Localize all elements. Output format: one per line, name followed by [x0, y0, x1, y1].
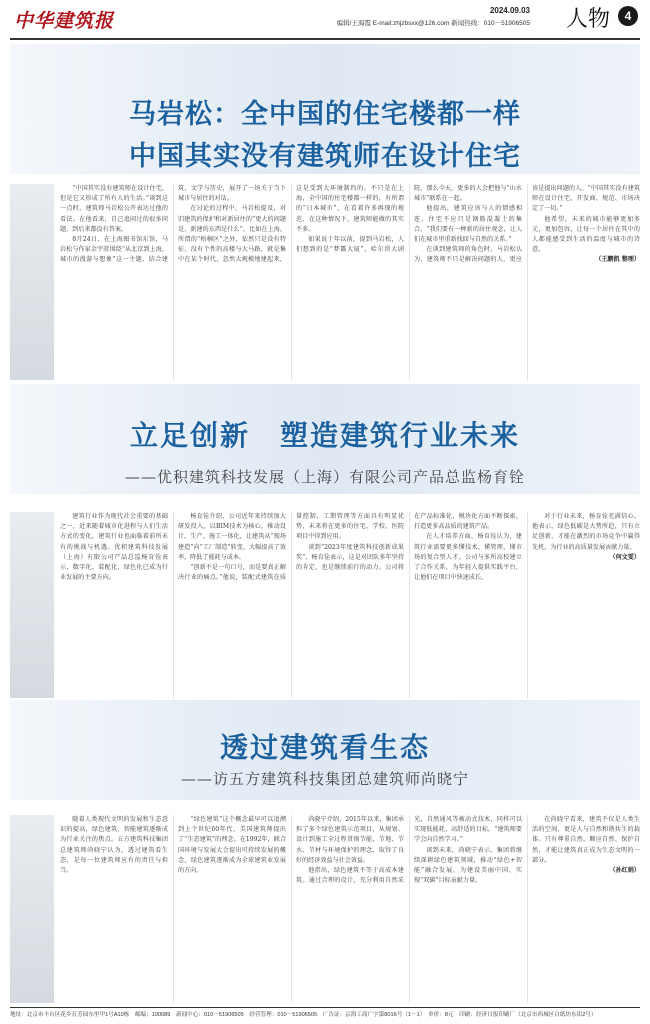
- paragraph: 如果说十年以前，提到马岩松，人们想到的是“梦露大厦”、哈尔滨大剧院，那么今天，更多的人会把他与“山水城市”联系在一起。: [296, 185, 522, 254]
- paragraph: 在讨论的过程中，马岩松提及，对旧建筑的保护和对新居住的“更大的问题是，新建的东西是什么”。比如在上海，所谓的“梧桐区”之外，依然只是没有特征、没有个性的高楼与大马路，就是集中在某个时代，忽然大规模地建起来，这是受到大环境制约的。不只是在上海，全中国的住宅楼都一样的，有所谓的“日本城市”，在看着许多再现的规范、在这种情况下，建筑师能做的其实不多。: [178, 185, 404, 264]
- paragraph: 在尚晓宁看来，建筑不仅是人类生活的空间，更是人与自然和谐共生的载体。只有尊重自然、顺应自然、保护自然，才能让建筑真正成为生态文明的一部分。: [532, 816, 640, 864]
- paragraph: “绿色建筑”这个概念最早可以追溯到上个世纪60年代，美国建筑师提出了“生态建筑”的理念。在1992年，联合国环境与发展大会提出可持续发展的概念，绿色建筑逐渐成为全球建筑业发展的方向。: [178, 816, 286, 875]
- article3-subtitle: ——访五方建筑科技集团总建筑师尚晓宁: [180, 770, 469, 788]
- paragraph: 建筑行业作为现代社会重要的基础之一，近来随着城市化进程与人们生活方式的变化，建筑行业也面临着前所未有的挑战与机遇。优积建筑科技发展（上海）有限公司产品总监杨育铨表示，数字化、装配化、绿色化已成为行业发展的主要方向。: [60, 513, 168, 582]
- article3-headline: 透过建筑看生态: [219, 731, 430, 764]
- newspaper-logo: 中华建筑报: [14, 10, 115, 32]
- footer-imprint: 地址：北京市丰台区花乡育芳园东里甲1号A10栋 邮编：100089 新闻中心：010－51906505 经营管理：010－51906505 广告证：京海工商广字第8016号（1－1） 单价：8元 印刷：经济日报印刷厂（北京市西城区白纸坊东街2号）: [10, 1012, 597, 1018]
- paragraph: “创新不是一句口号，而是要真正解决行业的痛点。”他说，装配式建筑在质量控制、工期管理等方面具有明显优势，未来将在更多的住宅、学校、医院项目中得到应用。: [178, 513, 404, 582]
- article1-side-image: [10, 184, 54, 380]
- article2-byline: （何文雯）: [609, 553, 640, 561]
- article2-subtitle: ——优积建筑科技发展（上海）有限公司产品总监杨育铨: [124, 468, 525, 486]
- article2-body: [60, 512, 640, 698]
- article2-headline: 立足创新 塑造建筑行业未来: [129, 419, 520, 452]
- editor-contact: 编辑/王海霞 E-mail:zhjzbsxx@126.com 新闻热线：010－51906505: [336, 20, 530, 27]
- article1-body: [60, 184, 640, 380]
- paragraph: 他希望，未来的城市能够更加多元，更加包容，让每一个居住在其中的人都能感受到生活的温度与城市的诗意。: [532, 215, 640, 254]
- article3-byline: （孙红娟）: [609, 867, 640, 875]
- paragraph: 他指出，绿色建筑不等于高成本建筑。通过合理的设计，充分利用自然采光、自然通风等被动式技术，同样可以实现低能耗、高舒适的目标。“建筑师要学会向自然学习。”: [296, 816, 522, 885]
- paragraph: 谈到未来，尚晓宁表示，集团将继续深耕绿色建筑领域，推动“绿色+智能”融合发展，为建设美丽中国、实现“双碳”目标贡献力量。: [414, 846, 522, 885]
- header-meta: [330, 6, 530, 27]
- article2-side-image: [10, 512, 54, 698]
- article3-side-image: [10, 815, 54, 1003]
- section-title: 人物: [566, 7, 611, 32]
- paragraph: 谈到“2023年度建筑科技创新成果奖”，杨育铨表示，这是对团队多年坚持的肯定，也是继续前行的动力。公司将在产品标准化、模块化方面不断探索，打造更多高品质的建筑产品。: [296, 513, 522, 572]
- article1-headline-line2: 中国其实没有建筑师在设计住宅: [129, 141, 521, 172]
- paragraph: 随着人类现代文明的发展和生态意识的提高，绿色建筑、智能建筑逐渐成为行业关注的焦点。五方建筑科技集团总建筑师尚晓宁认为，透过建筑看生态，是每一位建筑师应有的责任与担当。: [60, 816, 168, 875]
- paragraph: 在人才培养方面，杨育铨认为，建筑行业需要更多懂技术、懂管理、懂市场的复合型人才。公司与多所高校建立了合作关系，为年轻人提供实践平台，让他们在项目中快速成长。: [414, 533, 522, 582]
- paragraph: 尚晓宁介绍，2015年以来，集团承担了多个绿色建筑示范项目，从规划、设计到施工全过程贯彻节能、节地、节水、节材与环境保护的理念，取得了良好的经济效益与社会效益。: [296, 816, 404, 864]
- article1-byline: （王鹏凯 整理）: [595, 256, 640, 264]
- header-divider: [10, 38, 640, 40]
- paragraph: 他提出，建筑应该与人的情感相连，住宅不应只是钢筋混凝土的集合。“我们要有一种新的居住观念，让人们在城市里重新找回与自然的关系。”: [414, 205, 522, 244]
- footer-divider: [10, 1007, 640, 1008]
- paragraph: 在谈到建筑师的角色时，马岩松认为，建筑师不只是解决问题的人，更应该是提出问题的人。“中国其实没有建筑师在设计住宅，开发商、规范、市场决定了一切。”: [414, 185, 640, 264]
- paragraph: 对于行业未来，杨育铨充满信心。他表示，绿色低碳是大势所趋，只有立足创新，才能在激烈的市场竞争中赢得先机，为行业的高质量发展贡献力量。: [532, 513, 640, 551]
- article3-body: [60, 815, 640, 1003]
- issue-date: 2024.09.03: [489, 6, 530, 15]
- article1-headline-line1: 马岩松：全中国的住宅楼都一样: [129, 99, 521, 130]
- page-number-badge: 4: [618, 6, 638, 26]
- paragraph: “中国其实没有建筑师在设计住宅，但是它又形成了所有人的生活。”谈到这一点时，建筑师马岩松公开表达过他的看法。在他看来，自己追问过的很多问题，到后来都没有答案。: [60, 185, 168, 233]
- paragraph: 8月24日，在上海图书馆东馆，马岩松与作家金宇澄围绕“从北京到上海，城市的漫游与想象”这一主题，结合建筑、文学与历史，展开了一场关于当下城市与居住的对话。: [60, 185, 286, 264]
- paragraph: 杨育铨介绍，公司近年来持续加大研发投入，以BIM技术为核心，推动设计、生产、施工一体化，让建筑从“现场建造”向“工厂制造”转变，大幅提高了效率，降低了能耗与成本。: [178, 513, 286, 561]
